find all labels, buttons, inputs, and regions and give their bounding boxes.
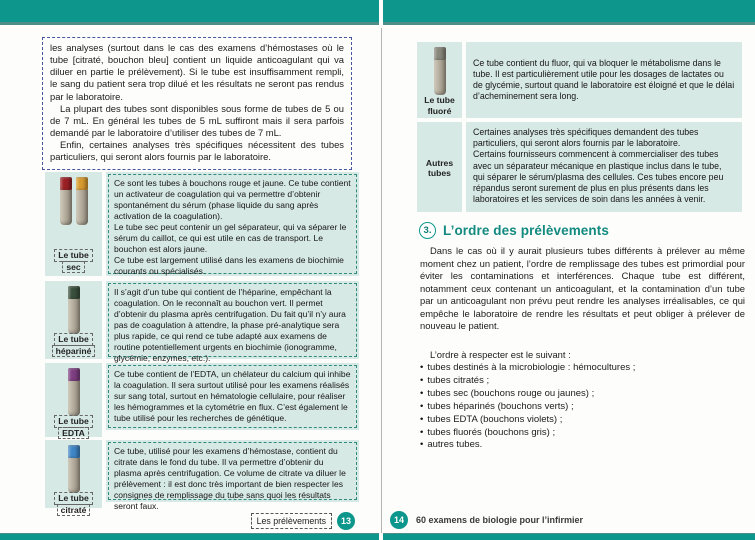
section-body-paragraph: Dans le cas où il y aurait plusieurs tubes différents à prélever au même moment chez un patient, l’ordre de remplissage des tubes est primordial pour éviter les contaminations et interférences. Chaque tube est différent, notamment ceux contenant un anticoagulant, et la contamination d’un tube par un anticoagulant non prévu peut rendre les analyses irréalisables, ce qui empêche le laboratoire de rendre les résultats et peut obliger à prélever de nouveau le patient. [420, 245, 745, 332]
tube-box-sec [45, 172, 359, 276]
tube-box-autres [417, 122, 742, 212]
tube-description: Il s’agit d’un tube qui contient de l’héparine, empêchant la coagulation. On le reconnaît au bouchon vert. Il permet d’obtenir du plasma après centrifugation. Du fait qu’il n’y aura pas de coagulation à attendre, la phase pré-analytique sera plus rapide, ce qui rend ce tube adapté aux examens de routine potentiellement urgents en biochimie (ionogramme, glycémie, enzymes, etc.). [106, 281, 359, 359]
intro-paragraph: les analyses (surtout dans le cas des examens d’hémostases où le tube [citraté, bouchon bleu] contient un liquide anticoagulant qui va diluer en partie le prélèvement). Si le tube est insuffisamment rempli, le sang du patient sera trop dilué et les résultats ne seront pas rendus par le laboratoire. [50, 42, 344, 102]
blue-cap-tube-icon [68, 445, 80, 493]
tube-label: Le tube sec [54, 250, 93, 273]
list-item: • tubes destinés à la microbiologie : hémocultures ; [420, 362, 750, 375]
tube-label-column [45, 363, 102, 437]
tube-label-column [45, 281, 102, 359]
tube-label-column [45, 172, 102, 276]
page-number-badge: 13 [337, 512, 355, 530]
tube-images [68, 445, 80, 493]
yellow-cap-tube-icon [76, 177, 88, 225]
purple-cap-tube-icon [68, 368, 80, 416]
book-title: 60 examens de biologie pour l’infirmier [416, 515, 584, 525]
tube-label: Autres tubes [425, 157, 454, 178]
page-right [383, 0, 755, 540]
footer-right [390, 511, 583, 529]
section-heading [419, 222, 609, 239]
tube-box-edta [45, 363, 359, 437]
list-item: • tubes EDTA (bouchons violets) ; [420, 414, 750, 427]
tube-description: Ce sont les tubes à bouchons rouge et jaune. Ce tube contient un activateur de coagulation qui va permettre d’obtenir spontanément du sérum (phase liquide du sang après activation de la coagulation). Le tube sec peut contenir un gel séparateur, qui va séparer le sérum du caillot, ce qui est utile en cas de transport. Le bouchon est alors jaune. Ce tube est largement utilisé dans les examens de biochimie courants ou spécialisés. [106, 172, 359, 276]
section-number-badge: 3. [419, 222, 436, 239]
tube-label-column [45, 440, 102, 515]
tube-box-fluore [417, 42, 742, 118]
list-item: • tubes sec (bouchons rouge ou jaunes) ; [420, 388, 750, 401]
tube-description: Ce tube, utilisé pour les examens d’hémostase, contient du citrate dans le fond du tube. Il va permettre d’obtenir du plasma après centrifugation. Ce volume de citrate va diluer le prélèvement : il est donc très important de bien respecter les consignes de remplissage du tube sans quoi les résultats seront faux. [106, 440, 359, 502]
section-title: L’ordre des prélèvements [443, 223, 609, 238]
intro-paragraph: Enfin, certaines analyses très spécifiques nécessitent des tubes particuliers, qui seront alors fournis par le laboratoire. [50, 139, 344, 163]
tube-label: Le tube hépariné [52, 334, 96, 357]
list-item: • tubes fluorés (bouchons gris) ; [420, 427, 750, 440]
tube-label-column [417, 42, 462, 118]
tube-label-column [417, 122, 462, 212]
tube-box-heparine [45, 281, 359, 363]
tube-description: Certaines analyses très spécifiques demandent des tubes particuliers, qui seront alors fournis par le laboratoire. Certains fournisseurs commencent à commercialiser des tubes avec un séparateur mécanique en plastique inclus dans le tube, qui séparer le sérum/plasma des cellules. Ces tubes encore peu répandus seront surement de plus en plus présents dans les laboratoires et les services de soin dans les années à venir. [466, 122, 742, 212]
list-item: • tubes héparinés (bouchons verts) ; [420, 401, 750, 414]
tube-label: Le tube citraté [54, 493, 93, 516]
intro-paragraph: La plupart des tubes sont disponibles sous forme de tubes de 5 ou de 7 mL. En général les tubes de 5 mL suffiront mais il sera parfois demandé par le laboratoire d’utiliser des tubes de 7 mL. [50, 102, 344, 139]
order-list [420, 362, 750, 452]
tube-images [434, 47, 446, 95]
list-item: • autres tubes. [420, 439, 750, 452]
gray-cap-tube-icon [434, 47, 446, 95]
intro-text-block [42, 37, 352, 170]
red-cap-tube-icon [60, 177, 72, 225]
tube-box-citrate [45, 440, 359, 515]
footer-left [235, 511, 355, 531]
page-number-badge: 14 [390, 511, 408, 529]
tube-images [68, 286, 80, 334]
tube-images [60, 177, 88, 225]
list-item: • tubes citratés ; [420, 375, 750, 388]
tube-description: Ce tube contient du fluor, qui va bloquer le métabolisme dans le tube. Il est particulièrement utile pour les dosages de lactates ou de glycémie, surtout quand le laboratoire est éloigné et que le délai d’acheminement sera long. [466, 42, 742, 118]
tube-images [68, 368, 80, 416]
chapter-label: Les prélèvements [251, 513, 332, 529]
tube-label: Le tube fluoré [424, 95, 455, 116]
tube-label: Le tube EDTA [54, 416, 93, 439]
page-divider-line [381, 28, 382, 533]
order-list-intro: L’ordre à respecter est le suivant : [430, 349, 571, 360]
tube-description: Ce tube contient de l’EDTA, un chélateur du calcium qui inhibe la coagulation. Il sera surtout utilisé pour les examens réalisés sur sang total, surtout en hématologie cellulaire, pour réaliser les hémogrammes et la cytométrie en flux. C’est également le tube utilisé pour les recherches de génétique. [106, 363, 359, 430]
green-cap-tube-icon [68, 286, 80, 334]
